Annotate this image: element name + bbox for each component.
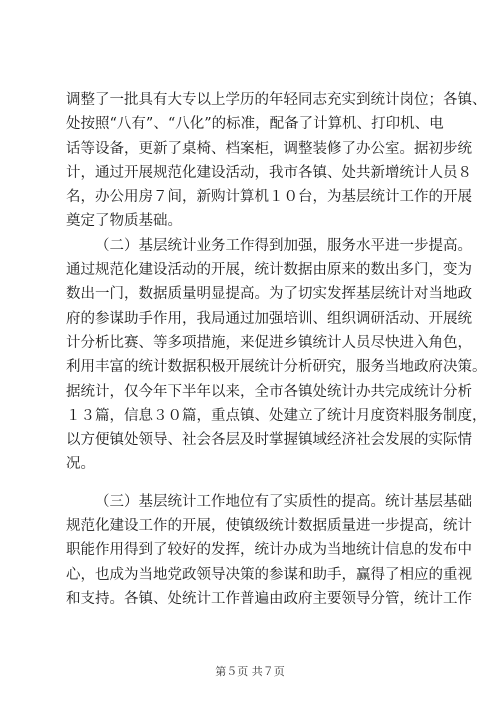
text-line: １３篇，信息３０篇，重点镇、处建立了统计月度资料服务制度， <box>66 407 487 424</box>
text-line: 名，办公用房７间，新购计算机１０台，为基层统计工作的开展 <box>66 189 472 206</box>
text-line: 计，通过开展规范化建设活动，我市各镇、处共新增统计人员８ <box>66 164 472 181</box>
text-line: 府的参谋助手作用，我局通过加强培训、组织调研活动、开展统 <box>66 310 472 327</box>
text-line: 话等设备，更新了桌椅、档案柜，调整装修了办公室。据初步统 <box>66 140 472 157</box>
text-line: 况。 <box>66 456 95 473</box>
text-line: 通过规范化建设活动的开展，统计数据由原来的数出多门，变为 <box>66 262 472 279</box>
text-line: 以方便镇处领导、社会各层及时掌握镇域经济社会发展的实际情 <box>66 432 472 449</box>
text-line: 调整了一批具有大专以上学历的年轻同志充实到统计岗位；各镇、 <box>66 92 487 108</box>
text-line: 规范化建设工作的开展，使镇级统计数据质量进一步提高，统计 <box>66 518 472 535</box>
text-line: 和支持。各镇、处统计工作普遍由政府主要领导分管，统计工作 <box>66 590 472 607</box>
text-line: 利用丰富的统计数据积极开展统计分析研究，服务当地政府决策。 <box>66 359 487 376</box>
text-line: 处按照“八有”、“八化”的标准，配备了计算机、打印机、电 <box>66 116 444 133</box>
page-number-label: 第５页 共７页 <box>215 665 285 678</box>
paragraph-spacer <box>66 477 438 490</box>
paragraph-1 <box>66 88 487 234</box>
document-body <box>66 88 487 611</box>
paragraph-3 <box>66 490 472 611</box>
paragraph-2 <box>66 234 487 477</box>
page-footer <box>0 663 500 679</box>
text-line: 心，也成为当地党政领导决策的参谋和助手，赢得了相应的重视 <box>66 566 472 583</box>
text-line: 奠定了物质基础。 <box>66 213 182 230</box>
text-line: 职能作用得到了较好的发挥，统计办成为当地统计信息的发布中 <box>66 542 472 559</box>
text-line: 数出一门，数据质量明显提高。为了切实发挥基层统计对当地政 <box>66 286 472 303</box>
paragraph-heading-line: （二）基层统计业务工作得到加强，服务水平进一步提高。 <box>95 237 472 254</box>
paragraph-heading-line: （三）基层统计工作地位有了实质性的提高。统计基层基础 <box>95 493 472 510</box>
text-line: 计分析比赛、等多项措施，来促进乡镇统计人员尽快进入角色， <box>66 334 472 351</box>
text-line: 据统计，仅今年下半年以来，全市各镇处统计办共完成统计分析 <box>66 383 472 400</box>
